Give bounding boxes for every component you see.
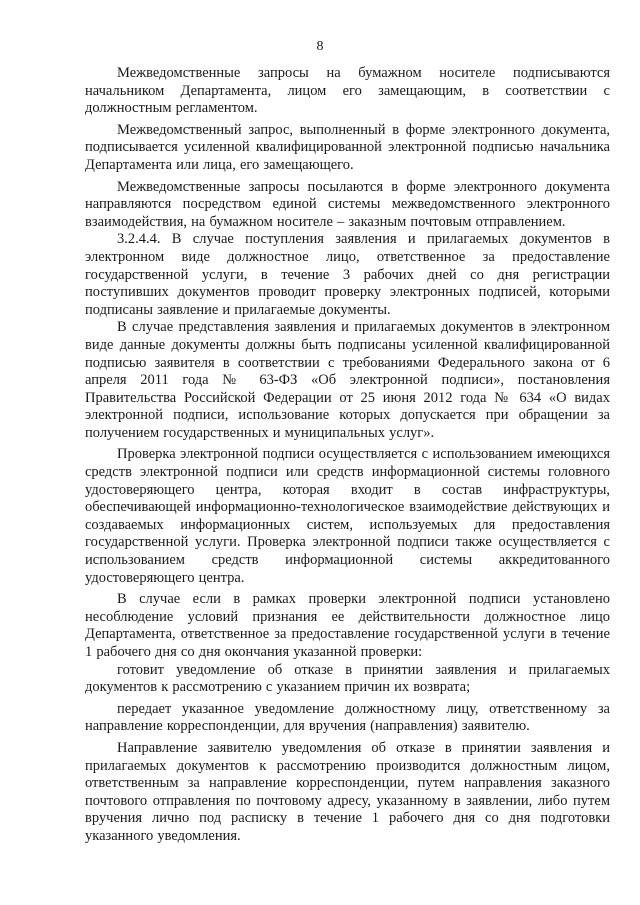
paragraph: В случае представления заявления и прилагаемых документов в электронном виде данные документы должны быть подписаны усиленной квалифицированной подписью заявителя в соответствии с требованиями Федерального закона от 6 апреля 2011 года № 63-ФЗ «Об электронной подписи», постановления Правительства Российской Федерации от 25 июня 2012 года № 634 «О видах электронной подписи, использование которых допускается при обращении за получением государственных и муниципальных услуг». [85, 319, 610, 441]
document-body [85, 65, 610, 846]
paragraph: Межведомственные запросы на бумажном носителе подписываются начальником Департамента, лицом его замещающим, в соответствии с должностным регламентом. [85, 65, 610, 117]
paragraph: готовит уведомление об отказе в принятии заявления и прилагаемых документов к рассмотрению с указанием причин их возврата; [85, 661, 610, 696]
paragraph: Проверка электронной подписи осуществляется с использованием имеющихся средств электронной подписи или средств информационной системы головного удостоверяющего центра, которая входит в состав инфраструктуры, обеспечивающей информационно-технологическое взаимодействие действующих и создаваемых информационных систем, используемых для предоставления государственной услуги. Проверка электронной подписи также осуществляется с использованием средств информационной системы аккредитованного удостоверяющего центра. [85, 446, 610, 586]
paragraph: В случае если в рамках проверки электронной подписи установлено несоблюдение условий признания ее действительности должностное лицо Департамента, ответственное за предоставление государственной услуги в течение 1 рабочего дня со дня окончания указанной проверки: [85, 591, 610, 660]
paragraph: Направление заявителю уведомления об отказе в принятии заявления и прилагаемых документов к рассмотрению производится должностным лицом, ответственным за направление корреспонденции, путем направления заказного почтового отправления по почтовому адресу, указанному в заявлении, либо путем вручения лично под расписку в течение 1 рабочего дня со дня подготовки указанного уведомления. [85, 739, 610, 844]
paragraph: передает указанное уведомление должностному лицу, ответственному за направление корреспонденции, для вручения (направления) заявителю. [85, 700, 610, 735]
page-number: 8 [316, 39, 324, 54]
paragraph: Межведомственный запрос, выполненный в форме электронного документа, подписывается усиленной квалифицированной электронной подписью начальника Департамента или лица, его замещающего. [85, 121, 610, 173]
paragraph: Межведомственные запросы посылаются в форме электронного документа направляются посредством единой системы межведомственного электронного взаимодействия, на бумажном носителе – заказным почтовым отправлением. [85, 178, 610, 230]
paragraph: 3.2.4.4. В случае поступления заявления и прилагаемых документов в электронном виде должностное лицо, ответственное за предоставление государственной услуги, в течение 3 рабочих дней со дня регистрации поступивших документов проводит проверку электронных подписей, которыми подписаны заявление и прилагаемые документы. [85, 231, 610, 318]
